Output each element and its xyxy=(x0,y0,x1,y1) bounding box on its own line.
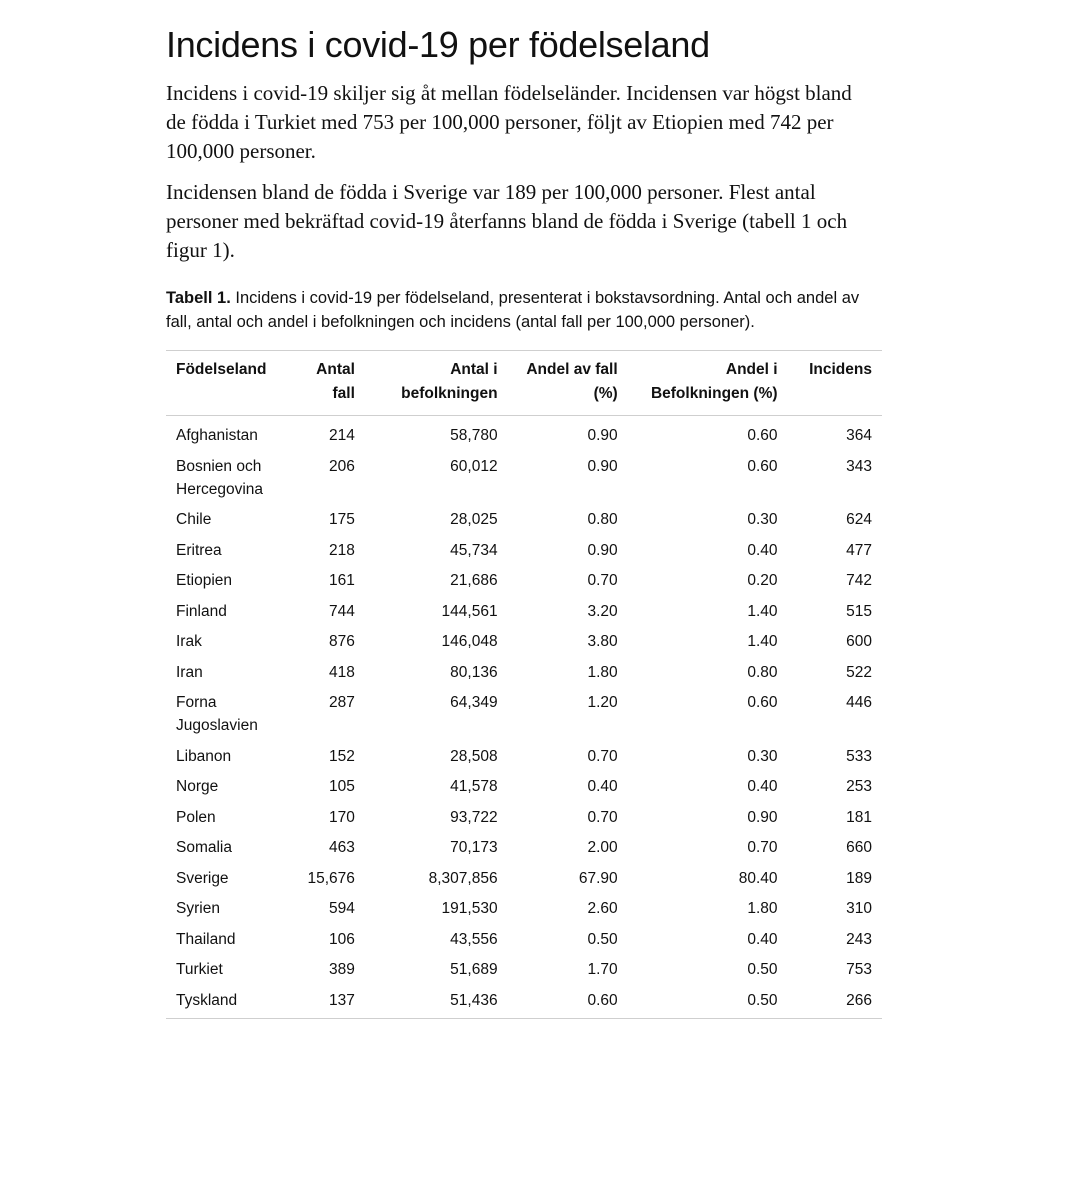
cell-share-population: 0.90 xyxy=(747,808,778,826)
page-title: Incidens i covid-19 per födelseland xyxy=(166,24,710,65)
cell-share-population: 0.40 xyxy=(747,541,778,559)
cell-incidence: 624 xyxy=(846,511,872,528)
cell-population: 64,349 xyxy=(450,694,498,711)
cell-share-population: 0.20 xyxy=(747,572,778,589)
cell-population: 21,686 xyxy=(450,572,498,589)
cell-share-cases: 3.20 xyxy=(587,602,618,620)
cell-country: Etiopien xyxy=(176,572,233,589)
cell-cases: 594 xyxy=(329,900,355,917)
table-caption-label: Tabell 1. xyxy=(166,289,231,307)
cell-population: 60,012 xyxy=(450,457,498,475)
cell-share-population: 0.30 xyxy=(747,511,778,528)
cell-cases: 161 xyxy=(329,572,355,589)
cell-population: 191,530 xyxy=(441,900,498,917)
cell-population: 8,307,856 xyxy=(428,869,498,887)
table-row xyxy=(166,863,882,894)
cell-share-population: 0.60 xyxy=(747,694,778,711)
cell-share-cases: 0.70 xyxy=(587,808,618,826)
cell-share-cases: 0.90 xyxy=(587,541,618,559)
cell-cases: 287 xyxy=(329,694,355,711)
cell-share-cases: 1.70 xyxy=(587,961,618,978)
table-row xyxy=(166,802,882,833)
cell-share-cases: 0.70 xyxy=(587,747,618,765)
cell-country: Forna Jugoslavien xyxy=(176,694,258,734)
cell-share-cases: 0.50 xyxy=(587,930,618,948)
cell-population: 45,734 xyxy=(450,541,498,559)
cell-share-population: 0.50 xyxy=(628,985,788,1019)
cell-incidence: 446 xyxy=(846,694,872,711)
cell-share-population: 0.50 xyxy=(747,961,778,978)
table-row xyxy=(166,741,882,772)
cell-incidence: 253 xyxy=(846,778,872,795)
cell-incidence: 742 xyxy=(846,572,872,589)
cell-country: Somalia xyxy=(176,839,232,856)
cell-share-cases: 3.80 xyxy=(587,633,618,650)
cell-share-population: 0.40 xyxy=(747,778,778,795)
table-header-row xyxy=(166,351,882,416)
cell-incidence: 600 xyxy=(846,633,872,650)
document-page xyxy=(166,22,886,1019)
cell-cases: 15,676 xyxy=(307,869,355,887)
cell-incidence: 515 xyxy=(846,602,872,620)
column-header-antal-fall: Antal fall xyxy=(295,351,365,416)
cell-population: 28,508 xyxy=(450,747,498,765)
cell-share-cases: 2.00 xyxy=(587,839,618,856)
cell-country: Irak xyxy=(176,633,202,650)
cell-country: Tyskland xyxy=(166,985,295,1019)
table-row xyxy=(166,451,882,505)
table-row xyxy=(166,416,882,451)
cell-cases: 744 xyxy=(329,602,355,620)
table-row xyxy=(166,954,882,985)
cell-share-cases: 0.40 xyxy=(587,778,618,795)
table-row xyxy=(166,535,882,566)
table-body xyxy=(166,416,882,1019)
cell-population: 93,722 xyxy=(450,808,498,826)
cell-country: Libanon xyxy=(176,747,232,765)
column-header-antal-befolkningen: Antal i befolkningen xyxy=(365,351,508,416)
cell-country: Eritrea xyxy=(176,541,222,559)
cell-share-cases: 0.80 xyxy=(587,511,618,528)
cell-incidence: 522 xyxy=(846,663,872,681)
cell-share-cases: 0.60 xyxy=(508,985,628,1019)
cell-share-population: 0.30 xyxy=(747,747,778,765)
cell-share-population: 0.80 xyxy=(747,663,778,681)
cell-share-cases: 0.90 xyxy=(587,427,618,444)
cell-incidence: 660 xyxy=(846,839,872,856)
cell-share-cases: 0.70 xyxy=(587,572,618,589)
cell-share-cases: 1.20 xyxy=(587,694,618,711)
cell-country: Syrien xyxy=(176,900,220,917)
cell-share-population: 1.80 xyxy=(747,900,778,917)
intro-paragraph-2: Incidensen bland de födda i Sverige var 189 per 100,000 personer. Flest antal personer med bekräftad covid-19 återfanns bland de födda i Sverige (tabell 1 och figur 1). xyxy=(166,180,848,262)
cell-incidence: 477 xyxy=(846,541,872,559)
cell-incidence: 753 xyxy=(846,961,872,978)
cell-cases: 463 xyxy=(329,839,355,856)
cell-incidence: 243 xyxy=(846,930,872,948)
cell-share-population: 0.60 xyxy=(747,457,778,475)
cell-country: Afghanistan xyxy=(176,427,258,444)
cell-country: Sverige xyxy=(176,869,229,887)
cell-share-cases: 2.60 xyxy=(587,900,618,917)
table-row xyxy=(166,985,882,1019)
table-row xyxy=(166,565,882,596)
table-caption xyxy=(166,286,882,334)
cell-cases: 105 xyxy=(329,778,355,795)
table-row xyxy=(166,771,882,802)
table-row xyxy=(166,832,882,863)
cell-cases: 152 xyxy=(329,747,355,765)
table-row xyxy=(166,924,882,955)
cell-share-population: 1.40 xyxy=(747,602,778,620)
cell-share-population: 0.70 xyxy=(747,839,778,856)
column-header-fodelseland: Födelseland xyxy=(166,351,295,416)
cell-cases: 418 xyxy=(329,663,355,681)
cell-incidence: 266 xyxy=(788,985,882,1019)
cell-country: Bosnien och Hercegovina xyxy=(176,457,264,498)
cell-cases: 137 xyxy=(295,985,365,1019)
cell-cases: 389 xyxy=(329,961,355,978)
cell-population: 51,436 xyxy=(365,985,508,1019)
cell-population: 51,689 xyxy=(450,961,498,978)
table-row xyxy=(166,657,882,688)
cell-share-cases: 67.90 xyxy=(578,869,618,887)
cell-share-population: 80.40 xyxy=(738,869,778,887)
column-header-andel-av-fall: Andel av fall (%) xyxy=(508,351,628,416)
cell-population: 146,048 xyxy=(441,633,498,650)
cell-incidence: 364 xyxy=(846,427,872,444)
table-row xyxy=(166,893,882,924)
table-row xyxy=(166,504,882,535)
table-caption-text: Incidens i covid-19 per födelseland, presenterat i bokstavsordning. Antal och andel av fall, antal och andel i befolkningen och incidens (antal fall per 100,000 personer). xyxy=(166,289,860,331)
cell-incidence: 189 xyxy=(846,869,872,887)
cell-country: Finland xyxy=(176,602,227,620)
cell-share-population: 0.40 xyxy=(747,930,778,948)
cell-share-population: 0.60 xyxy=(747,427,778,444)
cell-country: Polen xyxy=(176,808,216,826)
cell-cases: 218 xyxy=(329,541,355,559)
cell-country: Norge xyxy=(176,778,219,795)
cell-share-cases: 0.90 xyxy=(587,457,618,475)
cell-population: 144,561 xyxy=(441,602,498,620)
table-row xyxy=(166,687,882,741)
cell-cases: 206 xyxy=(329,457,355,475)
cell-incidence: 343 xyxy=(846,457,872,475)
cell-cases: 175 xyxy=(329,511,355,528)
cell-share-population: 1.40 xyxy=(747,633,778,650)
cell-incidence: 533 xyxy=(846,747,872,765)
intro-paragraph-1: Incidens i covid-19 skiljer sig åt mellan födelseländer. Incidensen var högst bland de födda i Turkiet med 753 per 100,000 personer, följt av Etiopien med 742 per 100,000 personer. xyxy=(166,81,852,163)
cell-cases: 170 xyxy=(329,808,355,826)
cell-share-cases: 1.80 xyxy=(587,663,618,681)
cell-cases: 876 xyxy=(329,633,355,650)
cell-country: Iran xyxy=(176,663,203,681)
table-row xyxy=(166,596,882,627)
cell-population: 28,025 xyxy=(450,511,498,528)
cell-population: 58,780 xyxy=(450,427,498,444)
cell-population: 70,173 xyxy=(450,839,498,856)
cell-incidence: 310 xyxy=(846,900,872,917)
cell-population: 43,556 xyxy=(450,930,498,948)
cell-country: Thailand xyxy=(176,930,236,948)
table-row xyxy=(166,626,882,657)
cell-incidence: 181 xyxy=(846,808,872,826)
cell-country: Chile xyxy=(176,511,212,528)
column-header-andel-befolkningen: Andel i Befolkningen (%) xyxy=(628,351,788,416)
cell-country: Turkiet xyxy=(176,961,223,978)
incidence-table xyxy=(166,350,882,1019)
cell-cases: 214 xyxy=(329,427,355,444)
cell-cases: 106 xyxy=(329,930,355,948)
cell-population: 80,136 xyxy=(450,663,498,681)
cell-population: 41,578 xyxy=(450,778,498,795)
column-header-incidens: Incidens xyxy=(788,351,882,416)
